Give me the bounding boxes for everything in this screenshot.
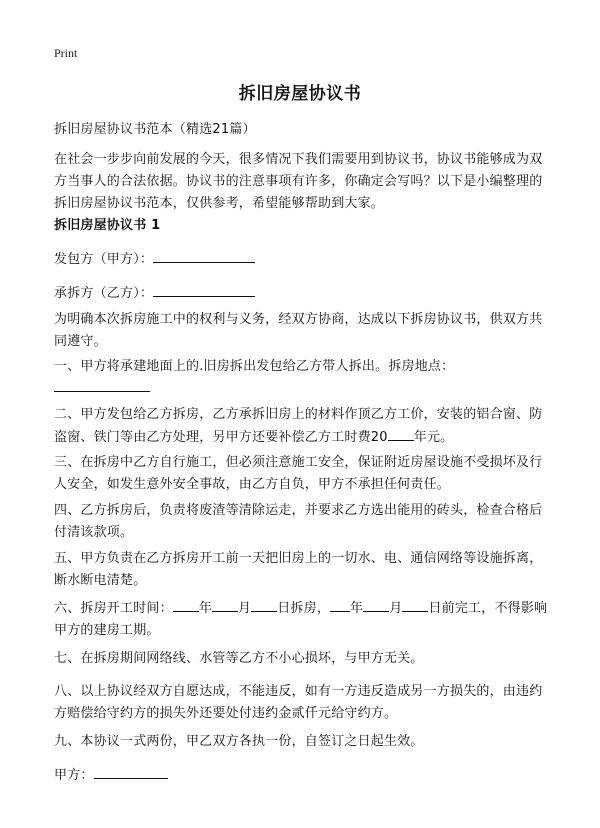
- start-month-label: 月: [238, 601, 252, 616]
- clause-3: 三、在拆房中乙方自行施工，但必须注意施工安全，保证附近房屋设施不受损坏及行人安全，如发生意外安全事故，由乙方自负，甲方不承担任何责任。: [54, 455, 543, 492]
- sign-a-blank[interactable]: [94, 764, 168, 779]
- clause-7: 七、在拆房期间网络线、水管等乙方不小心损坏，与甲方无关。: [54, 651, 424, 666]
- start-year-blank[interactable]: [173, 597, 199, 612]
- clause-6: [54, 597, 548, 642]
- clause-2-tail: 年元。: [413, 430, 454, 445]
- start-year-label: 年: [198, 601, 213, 616]
- clause-6-prefix: 六、拆房开工时间：: [54, 601, 173, 616]
- preamble-paragraph: 为明确本次拆房施工中的权利与义务，经双方协商，达成以下拆房协议书，供双方共同遵守。: [54, 312, 543, 349]
- document-title: 拆旧房屋协议书: [238, 84, 362, 104]
- clause-1-location-blank[interactable]: [54, 391, 150, 392]
- end-year-blank[interactable]: [330, 597, 350, 612]
- clause-6-tail: 日前完工，不得影响甲方的建房工期。: [54, 601, 548, 638]
- start-day-blank[interactable]: [251, 597, 277, 612]
- clause-5: 五、甲方负责在乙方拆房开工前一天把旧房上的一切水、电、通信网络等设施拆离，断水断电清楚。: [54, 551, 543, 588]
- clause-9: 九、本协议一式两份，甲乙双方各执一份，自签订之日起生效。: [54, 734, 424, 749]
- party-b-line: [54, 282, 548, 305]
- sign-a-line: [54, 764, 548, 787]
- party-a-blank[interactable]: [153, 248, 255, 263]
- clause-8: 八、以上协议经双方自愿达成，不能违反，如有一方违反造成另一方损失的，由违约方赔偿给守约方的损失外还要处付违约金贰仟元给守约方。: [54, 684, 543, 721]
- party-b-label: 承拆方（乙方）：: [54, 286, 154, 301]
- clause-2-text: 二、甲方发包给乙方拆房，乙方承拆旧房上的材料作顶乙方工价，安装的铝合窗、防盗窗、铁门等由乙方处理，另甲方还要补偿乙方工时费20: [54, 407, 543, 445]
- intro-paragraph: 在社会一步步向前发展的今天，很多情况下我们需要用到协议书，协议书能够成为双方当事人的合法依据。协议书的注意事项有许多，你确定会写吗？以下是小编整理的拆旧房屋协议书范本，仅供参考，希望能够帮助到大家。: [54, 152, 543, 211]
- clause-1: 一、甲方将承建地面上的.旧房拆出发包给乙方带人拆出。拆房地点：: [54, 359, 455, 374]
- sign-a-label: 甲方：: [54, 768, 94, 783]
- clause-2: [54, 404, 548, 449]
- end-year-label: 年: [350, 601, 364, 616]
- party-a-label: 发包方（甲方）：: [54, 252, 154, 267]
- start-day-label: 日拆房，: [277, 601, 331, 616]
- end-day-blank[interactable]: [402, 597, 428, 612]
- section-heading: 拆旧房屋协议书 1: [54, 218, 161, 233]
- start-month-blank[interactable]: [212, 597, 238, 612]
- document-subtitle: 拆旧房屋协议书范本（精选21篇）: [54, 122, 256, 137]
- end-month-label: 月: [389, 601, 403, 616]
- end-month-blank[interactable]: [363, 597, 389, 612]
- clause-4: 四、乙方拆房后，负责将废渣等清除运走，并要求乙方选出能用的砖头，检查合格后付清该款项。: [54, 503, 543, 540]
- party-b-blank[interactable]: [153, 282, 255, 297]
- party-a-line: [54, 248, 548, 271]
- print-link[interactable]: Print: [54, 46, 78, 60]
- clause-2-blank[interactable]: [388, 426, 414, 441]
